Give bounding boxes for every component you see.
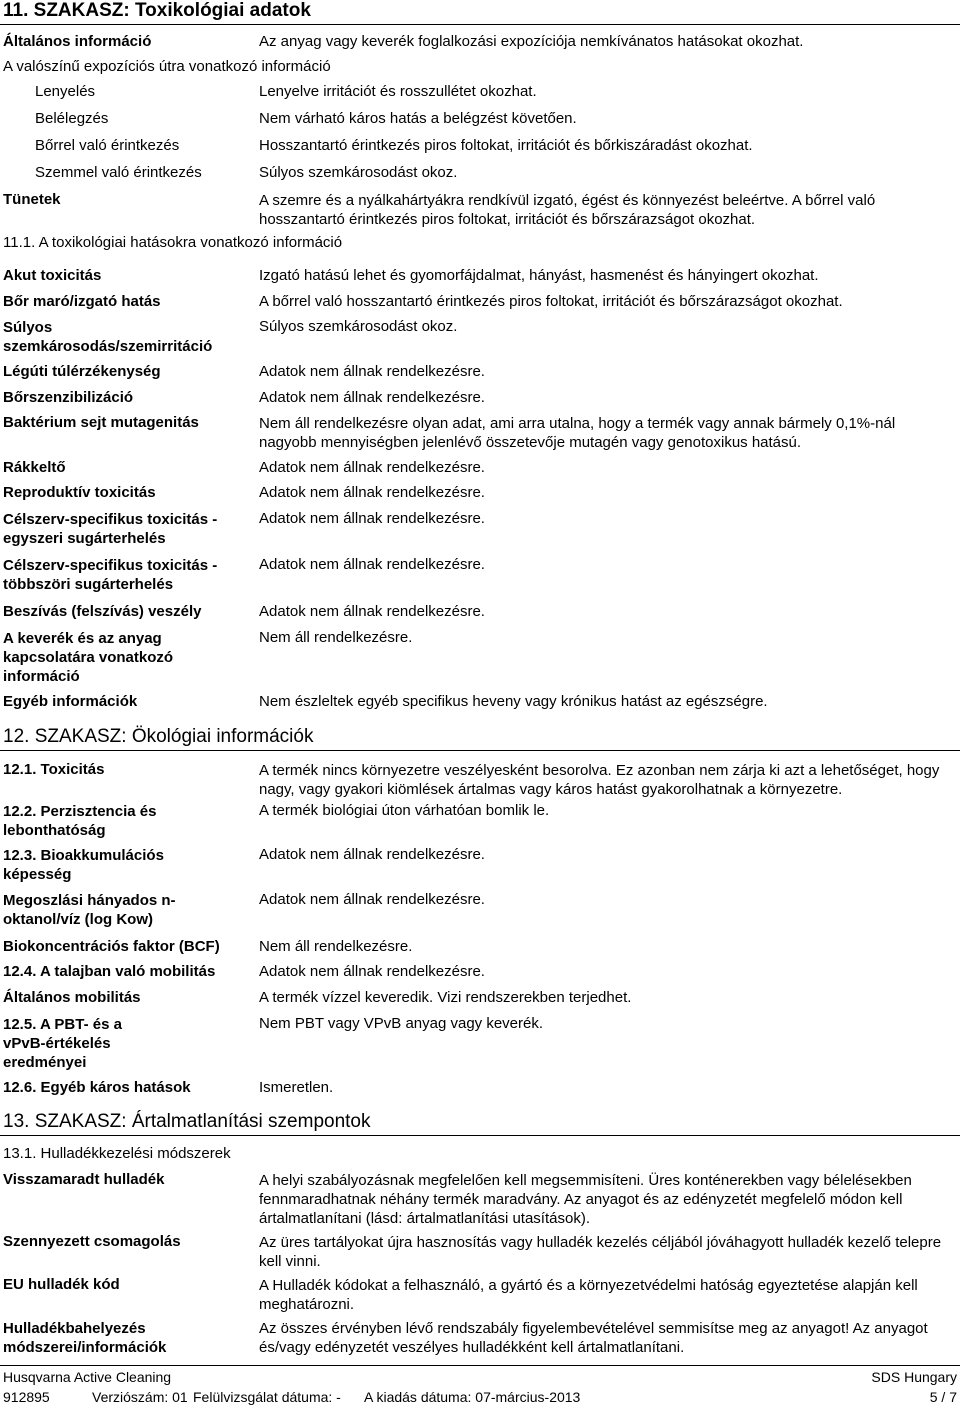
route-value-inhalation: Nem várható káros hatás a belégzést követően. bbox=[259, 110, 577, 127]
tox-label-skin-sensitization: Bőrszenzibilizáció bbox=[3, 389, 134, 406]
section-divider bbox=[0, 1135, 960, 1136]
tox-label-acute: Akut toxicitás bbox=[3, 267, 102, 284]
eco-label-other-effects: 12.6. Egyéb káros hatások bbox=[3, 1079, 191, 1096]
tox-value-other: Nem észleltek egyéb specifikus heveny vagy krónikus hatást az egészségre. bbox=[259, 693, 768, 710]
tox-value-eye-damage: Súlyos szemkárosodást okoz. bbox=[259, 318, 458, 335]
footer-issue-date: A kiadás dátuma: 07-március-2013 bbox=[364, 1389, 581, 1405]
eco-label-bcf: Biokoncentrációs faktor (BCF) bbox=[3, 938, 220, 955]
eco-value-pbt: Nem PBT vagy VPvB anyag vagy keverék. bbox=[259, 1015, 544, 1032]
route-label-ingestion: Lenyelés bbox=[35, 83, 96, 100]
tox-label-eye-damage: Súlyos szemkárosodás/szemirritáció bbox=[3, 319, 213, 355]
eco-label-toxicity: 12.1. Toxicitás bbox=[3, 761, 105, 778]
waste-label-eu-code: EU hulladék kód bbox=[3, 1276, 120, 1293]
tox-value-carcinogenicity: Adatok nem állnak rendelkezésre. bbox=[259, 459, 485, 476]
footer-doc-type: SDS Hungary bbox=[871, 1369, 957, 1385]
eco-label-general-mobility: Általános mobilitás bbox=[3, 989, 141, 1006]
tox-label-mutagenicity: Baktérium sejt mutagenitás bbox=[3, 414, 199, 431]
footer-page-number: 5 / 7 bbox=[929, 1389, 957, 1405]
section-11-1-heading: 11.1. A toxikológiai hatásokra vonatkozó információ bbox=[3, 234, 343, 251]
tox-value-aspiration: Adatok nem állnak rendelkezésre. bbox=[259, 603, 485, 620]
footer-version: Verziószám: 01 bbox=[92, 1389, 188, 1405]
section-11-heading: 11. SZAKASZ: Toxikológiai adatok bbox=[3, 0, 311, 21]
eco-label-persistence: 12.2. Perzisztencia és lebonthatóság bbox=[3, 803, 157, 839]
symptoms-label: Tünetek bbox=[3, 191, 61, 208]
tox-label-skin-corrosion: Bőr maró/izgató hatás bbox=[3, 293, 161, 310]
waste-value-eu-code: A Hulladék kódokat a felhasználó, a gyártó és a környezetvédelmi hatóság egyeztetése alapján kell meghatározni. bbox=[259, 1277, 918, 1313]
general-info-value: Az anyag vagy keverék foglalkozási expozíciója nemkívánatos hatásokat okozhat. bbox=[259, 33, 804, 50]
eco-label-soil-mobility: 12.4. A talajban való mobilitás bbox=[3, 963, 216, 980]
footer-divider bbox=[0, 1365, 960, 1366]
footer-company: Husqvarna Active Cleaning bbox=[3, 1369, 172, 1385]
route-label-eye: Szemmel való érintkezés bbox=[35, 164, 202, 181]
section-12-heading: 12. SZAKASZ: Ökológiai információk bbox=[3, 726, 314, 747]
tox-value-stot-single: Adatok nem állnak rendelkezésre. bbox=[259, 510, 485, 527]
waste-value-disposal-methods: Az összes érvényben lévő rendszabály figyelembevételével semmisítse meg az anyagot! Az anyagot és/vagy edényzetét veszélyes hulladékként kell ártalmatlanítani. bbox=[259, 1320, 928, 1356]
tox-label-aspiration: Beszívás (felszívás) veszély bbox=[3, 603, 202, 620]
waste-label-disposal-methods: Hulladékbahelyezés módszerei/információk bbox=[3, 1320, 167, 1356]
tox-value-skin-corrosion: A bőrrel való hosszantartó érintkezés piros foltokat, irritációt és bőrszárazságot okozhat. bbox=[259, 293, 843, 310]
route-label-skin: Bőrrel való érintkezés bbox=[35, 137, 180, 154]
tox-value-stot-repeated: Adatok nem állnak rendelkezésre. bbox=[259, 556, 485, 573]
waste-label-residues: Visszamaradt hulladék bbox=[3, 1171, 165, 1188]
eco-label-bioaccumulation: 12.3. Bioakkumulációs képesség bbox=[3, 847, 164, 883]
eco-value-log-kow: Adatok nem állnak rendelkezésre. bbox=[259, 891, 485, 908]
waste-value-packaging: Az üres tartályokat újra hasznosítás vagy hulladék kezelés céljából jóváhagyott hulladék kezelő telepre kell vinni. bbox=[259, 1234, 942, 1270]
section-13-heading: 13. SZAKASZ: Ártalmatlanítási szempontok bbox=[3, 1111, 371, 1132]
tox-value-skin-sensitization: Adatok nem állnak rendelkezésre. bbox=[259, 389, 485, 406]
eco-value-soil-mobility: Adatok nem állnak rendelkezésre. bbox=[259, 963, 485, 980]
eco-value-toxicity: A termék nincs környezetre veszélyesként besorolva. Ez azonban nem zárja ki azt a lehetőséget, hogy nagy, vagy gyakori kiömlések ártalmas vagy káros hatást gyakorolhatnak a környezetre. bbox=[259, 762, 940, 798]
exposure-routes-heading: A valószínű expozíciós útra vonatkozó információ bbox=[3, 58, 331, 75]
section-divider bbox=[0, 750, 960, 751]
eco-value-bcf: Nem áll rendelkezésre. bbox=[259, 938, 413, 955]
eco-value-persistence: A termék biológiai úton várhatóan bomlik le. bbox=[259, 802, 550, 819]
tox-label-stot-repeated: Célszerv-specifikus toxicitás - többszöri sugárterhelés bbox=[3, 557, 218, 593]
footer-revision-date: Felülvizsgálat dátuma: - bbox=[193, 1389, 341, 1405]
tox-label-other: Egyéb információk bbox=[3, 693, 138, 710]
tox-label-reproductive: Reproduktív toxicitás bbox=[3, 484, 156, 501]
eco-value-other-effects: Ismeretlen. bbox=[259, 1079, 334, 1096]
eco-label-log-kow: Megoszlási hányados n-oktanol/víz (log Kow) bbox=[3, 892, 176, 928]
route-value-eye: Súlyos szemkárosodást okoz. bbox=[259, 164, 458, 181]
tox-label-respiratory: Légúti túlérzékenység bbox=[3, 363, 161, 380]
tox-label-stot-single: Célszerv-specifikus toxicitás - egyszeri sugárterhelés bbox=[3, 511, 218, 547]
general-info-label: Általános információ bbox=[3, 33, 152, 50]
footer-product-number: 912895 bbox=[3, 1389, 50, 1405]
route-value-ingestion: Lenyelve irritációt és rosszullétet okozhat. bbox=[259, 83, 537, 100]
tox-value-respiratory: Adatok nem állnak rendelkezésre. bbox=[259, 363, 485, 380]
eco-value-bioaccumulation: Adatok nem állnak rendelkezésre. bbox=[259, 846, 485, 863]
eco-label-pbt: 12.5. A PBT- és a vPvB-értékelés eredményei bbox=[3, 1016, 122, 1071]
waste-label-packaging: Szennyezett csomagolás bbox=[3, 1233, 181, 1250]
section-divider bbox=[0, 24, 960, 25]
eco-value-general-mobility: A termék vízzel keveredik. Vizi rendszerekben terjedhet. bbox=[259, 989, 632, 1006]
waste-value-residues: A helyi szabályozásnak megfelelően kell megsemmisíteni. Üres konténerekben vagy bélelésekben fennmaradhatnak néhány termék maradvány. Az anyagot és az edényzetét megfelelő módon kell ártalmatlanítani (lásd: ártalmatlanítási utasítások). bbox=[259, 1172, 912, 1227]
tox-value-acute: Izgató hatású lehet és gyomorfájdalmat, hányást, hasmenést és hányingert okozhat. bbox=[259, 267, 819, 284]
route-label-inhalation: Belélegzés bbox=[35, 110, 109, 127]
tox-value-mixture-info: Nem áll rendelkezésre. bbox=[259, 629, 413, 646]
tox-value-reproductive: Adatok nem állnak rendelkezésre. bbox=[259, 484, 485, 501]
symptoms-value: A szemre és a nyálkahártyákra rendkívül izgató, égést és könnyezést beleértve. A bőrrel való hosszantartó érintkezés piros foltokat, irritációt és bőrszárazságot okozhat. bbox=[259, 192, 876, 228]
tox-label-mixture-info: A keverék és az anyag kapcsolatára vonatkozó információ bbox=[3, 630, 174, 685]
tox-value-mutagenicity: Nem áll rendelkezésre olyan adat, ami arra utalna, hogy a termék vagy annak bármely 0,1%-nál nagyobb mennyiségben jelenlévő összetevője mutagén vagy genotoxikus hatású. bbox=[259, 415, 896, 451]
tox-label-carcinogenicity: Rákkeltő bbox=[3, 459, 66, 476]
section-13-1-heading: 13.1. Hulladékkezelési módszerek bbox=[3, 1145, 231, 1162]
route-value-skin: Hosszantartó érintkezés piros foltokat, irritációt és bőrkiszáradást okozhat. bbox=[259, 137, 753, 154]
